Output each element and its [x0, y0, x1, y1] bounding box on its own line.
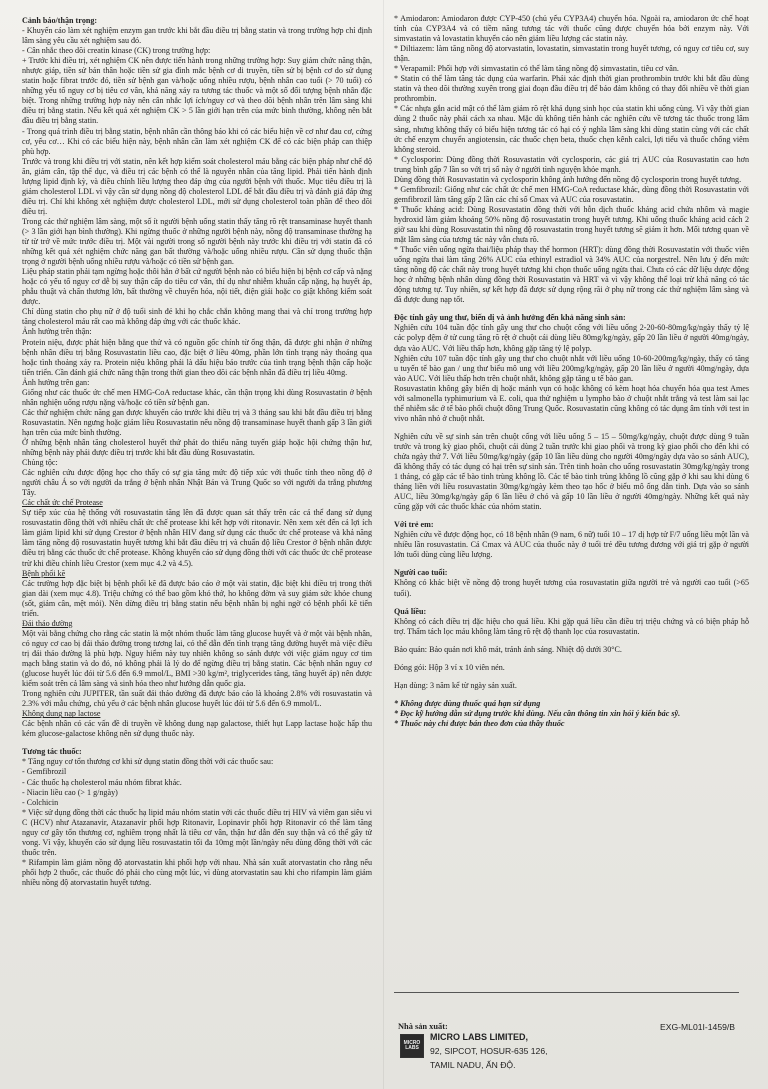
- paragraph: Một vài bằng chứng cho rằng các statin là một nhóm thuốc làm tăng glucose huyết và ở một vài bệnh nhân, có nguy cơ cao bị đái tháo đường trong tương lai, có thể dẫn đến tình trạng tăng đường huyết mà việc điều trị đái tháo đường là phù hợp. Nguy hiểm này tuy nhiên không so sánh được với việc giảm nguy cơ tim mạch bằng statin và do đó, nó không phải là lý do để ngừng điều trị bằng statin. Các bệnh nhân nguy cơ (glucose huyết lúc đói từ 5.6 đến 6.9 mmol/L, BMI >30 kg/m², triglycerides tăng, tăng huyết áp) nên được kiểm soát trên cả lâm sàng và sinh hóa theo như hướng dẫn quốc gia.: [22, 628, 372, 689]
- paragraph: Cảnh báo/thận trọng:: [22, 16, 98, 25]
- paragraph: * Thuốc viên uống ngừa thai/liệu pháp thay thế hormon (HRT): dùng đồng thời Rosuvastatin với thuốc viên uống ngừa thai làm tăng 26% AUC của ethinyl estradiol và 34% AUC của norgestrel. Nên lưu ý đến mức tăng nồng độ các chất này trong huyết tương khi chọn thuốc uống ngừa thai. Chưa có các dữ liệu dược động học ở những bệnh nhân dùng đồng thời Rosuvastatin và HRT và vì vậy không thể loại trừ khả năng có tác động tương tự. Tuy nhiên, sự kết hợp đã được sử dụng rộng rãi ở phụ nữ trong các thử nghiệm lâm sàng và đã được dung nạp tốt.: [394, 245, 749, 305]
- paragraph: Protein niệu, được phát hiện bằng que thử và có nguồn gốc chính từ ống thận, đã được ghi nhận ở những bệnh nhân điều trị bằng Rosuvastatin liều cao, đặc biệt ở liều 40mg, phần lớn tình trạng này thoáng qua hoặc tình thoảng xảy ra. Protein niệu không phải là dấu hiệu báo trước của tình trạng bệnh thận cấp hoặc tiến triển. Cần đánh giá chức năng thận trong thời gian theo dõi các bệnh nhân đã điều trị liều 40mg.: [22, 337, 372, 377]
- paragraph: Ảnh hưởng trên thận:: [22, 327, 92, 337]
- paragraph: Không có khác biệt về nồng độ trong huyết tương của rosuvastatin giữa người trẻ và người cao tuổi (>65 tuổi).: [394, 578, 749, 598]
- paragraph: Không có cách điều trị đặc hiệu cho quá liều. Khi gặp quá liều cần điều trị triệu chứng và có biện pháp hỗ trợ. Thẩm tách lọc máu không làm tăng rõ rệt độ thanh lọc của rosuvastatin.: [394, 616, 749, 636]
- paragraph: Người cao tuổi:: [394, 568, 448, 578]
- paragraph: * Gemfibrozil: Giống như các chất ức chế men HMG-CoA reductase khác, dùng đồng thời Rosuvastatin với gemfibrozil làm tăng gấp 2 lần các chỉ số Cmax và AUC của rosuvastatin.: [394, 184, 749, 204]
- right-column: [394, 14, 749, 1069]
- paragraph: * Amiodaron: Amiodaron được CYP-450 (chủ yếu CYP3A4) chuyển hóa. Ngoài ra, amiodaron ức chế hoạt tính của CYP3A4 và có tiềm năng tương tác với thuốc cũng được chuyển hóa bởi enzym này. Với simvastatin và lovastatin khuyến cáo nên giảm liều lượng các statin này.: [394, 14, 749, 44]
- paragraph: * Diltiazem: làm tăng nồng độ atorvastatin, lovastatin, simvastatin trong huyết tương, có nguy cơ tiêu cơ, suy thận.: [394, 44, 749, 64]
- paragraph: Giống như các thuốc ức chế men HMG-CoA reductase khác, cần thận trọng khi dùng Rosuvastatin ở bệnh nhân nghiện uống rượu nặng và/hoặc có tiền sử bệnh gan.: [22, 387, 372, 407]
- paragraph: - Niacin liều cao (> 1 g/ngày): [22, 787, 118, 797]
- paragraph: - Khuyến cáo làm xét nghiệm enzym gan trước khi bắt đầu điều trị bằng statin và trong trường hợp chỉ định lâm sàng yêu cầu xét nghiệm sau đó.: [22, 26, 372, 46]
- divider: [394, 992, 739, 993]
- paragraph: Không dung nạp lactose: [22, 709, 101, 719]
- paragraph: Các chất ức chế Protease: [22, 498, 103, 508]
- paragraph: * Không được dùng thuốc quá hạn sử dụng: [394, 698, 541, 708]
- paragraph: * Tăng nguy cơ tổn thương cơ khi sử dụng statin đồng thời với các thuốc sau:: [22, 757, 274, 767]
- paragraph: * Verapamil: Phối hợp với simvastatin có thể làm tăng nồng độ simvastatin, tiêu cơ vân.: [394, 64, 679, 74]
- manufacturer-address-line: TAMIL NADU, ẤN ĐỘ.: [430, 1060, 516, 1070]
- company-logo: MICRO LABS: [400, 1034, 424, 1058]
- paragraph: Các nghiên cứu được động học cho thấy có sự gia tăng mức độ tiếp xúc với thuốc tính theo nồng độ ở người châu Á so với người da trắng ở bệnh nhân Nhật Bản và Trung Quốc so với người da trắng phương Tây.: [22, 468, 372, 498]
- paragraph: + Trước khi điều trị, xét nghiệm CK nên được tiến hành trong những trường hợp: Suy giảm chức năng thận, nhược giáp, tiền sử bản thân hoặc tiền sử gia đình mắc bệnh cơ di truyền, tiền sử bị bệnh cơ do sử dụng statin hoặc fibrat trước đó, tiền sử bệnh gan và/hoặc uống nhiều rượu, bệnh nhân cao tuổi (> 70 tuổi) có những yếu tố nguy cơ bị tiêu cơ vân, khả năng xảy ra tương tác thuốc và một số đối tượng bệnh nhân đặc biệt. Trong những trường hợp này nên cân nhắc lợi ích/nguy cơ và theo dõi bệnh nhân trên lâm sàng khi điều trị bằng statin. Nếu kết quả xét nghiệm CK > 5 lần giới hạn trên của mức bình thường, không nên bắt đầu điều trị bằng statin.: [22, 56, 372, 126]
- manufacturer-address-line: 92, SIPCOT, HOSUR-635 126,: [430, 1046, 548, 1056]
- paragraph: - Colchicin: [22, 797, 59, 807]
- paragraph: Nghiên cứu về sự sinh sản trên chuột cống với liều uống 5 – 15 – 50mg/kg/ngày, chuột được dùng 9 tuần trước và trong kỳ giao phối, chuột cái dùng 2 tuần trước khi giao phối và trong kỳ giao phối cho đến khi có chửa ngày thứ 7. Với liều 50mg/kg/ngày (gấp 10 lần liều dùng cho người 40mg/ngày dựa vào so sánh AUC), đã không thấy có tác dụng có hại trên sự sinh sản. Trên tinh hoàn cho uống rosuvastatin 30mg/kg/ngày trong 1 tháng, có gặp các tế bào tinh trùng không lồ. Các tế bào tinh trùng không lồ cũng gặp ở khi sau khi dùng 6 tháng liền với liều rosuvastatin 30mg/kg/ngày kèm theo tạo hốc ở biểu mô ống dẫn tinh. Dựa vào so sánh AUC, liều 30mg/kg/ngày gấp 6 lần liều ở chó và gấp 10 lần liều ở người 40mg/ngày. Những kết quả này cũng gặp với các thuốc khác của nhóm statin.: [394, 431, 749, 512]
- paragraph: Sự tiếp xúc của hệ thống với rosuvastatin tăng lên đã được quan sát thấy trên các cá thể đang sử dụng rosuvastatin đồng thời với nhiều chất ức chế protease khi kết hợp với ritonavir. Nên xem xét đến cả lợi ích làm giảm lipid khi sử dụng Crestor ở bệnh nhân HIV đang sử dụng các thuốc ức chế protease và khả năng làm tăng nồng độ rosuvastatin huyết tương khi bắt đầu điều trị và chuẩn độ liều Crestor ở bệnh nhân được điều trị bằng các thuốc ức chế protease. Không khuyến cáo sử dụng đồng thời với các thuốc ức chế protease trừ khi điều chỉnh liều Crestor (xem mục 4.2 và 4.5).: [22, 508, 372, 568]
- paragraph: Trong các thử nghiệm lâm sàng, một số ít người bệnh uống statin thấy tăng rõ rệt transaminase huyết thanh (> 3 lần giới hạn bình thường). Khi ngừng thuốc ở những người bệnh này, nồng độ transaminase thường hạ từ từ trở về mức trước điều trị. Một vài người trong số người bệnh này trước khi điều trị với statin đã có những kết quả xét nghiệm chức năng gan bất thường và/hoặc uống nhiều rượu. Cần sử dụng thuốc thận trọng ở người bệnh uống nhiều rượu và/hoặc có tiền sử bệnh gan.: [22, 216, 372, 267]
- paragraph: Bảo quản: Bảo quản nơi khô mát, tránh ánh sáng. Nhiệt độ dưới 30°C.: [394, 644, 622, 654]
- paragraph: Nghiên cứu về được động học, có 18 bệnh nhân (9 nam, 6 nữ) tuổi 10 – 17 dị hợp tử F/7 uống liều một lần và nhiều lần rosuvastatin. Cả Cmax và AUC của thuốc này ở tuổi trẻ đều tương đương với giá trị gặp ở người lớn tuổi dùng cùng liều lượng.: [394, 530, 749, 560]
- paragraph: * Việc sử dụng đồng thời các thuốc hạ lipid máu nhóm statin với các thuốc điều trị HIV và viêm gan siêu vi C (HCV) như Atazanavir, Atazanavir phối hợp Ritonavir, Lopinavir phối hợp Ritonavir có thể làm tăng nguy cơ gây tổn thương cơ, nghiêm trọng nhất là tiêu cơ vân, thận hư dẫn đến suy thận và có thể gây tử vong. Vì vậy, khuyến cáo sử dụng liều rosuvastatin tối đa 10mg một lần/ngày nếu dùng đồng thời với các thuốc trên.: [22, 807, 372, 857]
- paragraph: Các thử nghiệm chức năng gan được khuyến cáo trước khi điều trị và 3 tháng sau khi bắt đầu điều trị bằng Rosuvastatin. Nên ngưng hoặc giảm liều Rosuvastatin nếu nồng độ transaminase huyết thanh gấp 3 lần giới hạn trên của mức bình thường.: [22, 407, 372, 437]
- paragraph: * Thuốc kháng acid: Dùng Rosuvastatin đồng thời với hỗn dịch thuốc kháng acid chứa nhôm và magie hydroxid làm giảm khoảng 50% nồng độ rosuvastatin trong huyết tương. Khi uống thuốc kháng acid cách 2 giờ sau khi dùng Rosuvastatin thì nồng độ rosuvastatin trong huyết tương sẽ giảm ít hơn. Mối tương quan về mặt lâm sàng của tương tác này vẫn chưa rõ.: [394, 204, 749, 245]
- manufacturer-label: Nhà sản xuất:: [398, 1022, 448, 1031]
- paragraph: Nghiên cứu 104 tuần độc tính gây ung thư cho chuột cống với liều uống 2-20-60-80mg/kg/ngày thấy tỷ lệ các polyp đệm ở tử cung tăng rõ rệt ở chuột cái dùng liều 80mg/kg/ngày, gấp 20 lần liều ở người 40mg/ngày, dựa vào AUC. Với liều thấp hơn, không gặp tăng tỷ lệ polyp.: [394, 323, 749, 353]
- paragraph: - Gemfibrozil: [22, 767, 67, 777]
- paragraph: Với trẻ em:: [394, 520, 434, 530]
- paragraph: Ảnh hưởng trên gan:: [22, 377, 90, 387]
- fold-line: [383, 0, 384, 1089]
- paragraph: Trước và trong khi điều trị với statin, nên kết hợp kiểm soát cholesterol máu bằng các biện pháp như chế độ ăn, giảm cân, tập thể dục, và điều trị các bệnh có thể là nguyên nhân của tăng lipid. Phải tiến hành định lượng lipid định kỳ, và điều chỉnh liều lượng theo đáp ứng của người bệnh với thuốc. Mục tiêu điều trị là giảm cholesterol LDL vì vậy cần sử dụng nồng độ cholesterol LDL để bắt đầu điều trị và đánh giá đáp ứng điều trị. Chỉ khi không xét nghiệm được cholesterol LDL, mới sử dụng cholesterol toàn phần để theo dõi điều trị.: [22, 156, 372, 216]
- paragraph: * Cyclosporin: Dùng đồng thời Rosuvastatin với cyclosporin, các giá trị AUC của Rosuvastatin cao hơn trung bình gấp 7 lần so với trị số này ở người tình nguyện khỏe mạnh.: [394, 154, 749, 174]
- paragraph: Chủng tộc:: [22, 458, 58, 468]
- paragraph: Quá liều:: [394, 606, 427, 616]
- paragraph: - Trong quá trình điều trị bằng statin, bệnh nhân cần thông báo khi có các biểu hiện về cơ như đau cơ, cứng cơ, yếu cơ… Khi có các biểu hiện này, bệnh nhân cần làm xét nghiệm CK để có các biện pháp can thiệp phù hợp.: [22, 126, 372, 156]
- paragraph: - Cân nhắc theo dõi creatin kinase (CK) trong trường hợp:: [22, 46, 211, 56]
- paragraph: Đóng gói: Hộp 3 vỉ x 10 viên nén.: [394, 662, 505, 672]
- paragraph: Trong nghiên cứu JUPITER, tần suất đái tháo đường đã được báo cáo là khoảng 2.8% với rosuvastatin và 2.3% với mẫu chứng, chủ yếu ở các bệnh nhân glucose huyết lúc đói từ 5.6 đến 6.9 mmol/L.: [22, 689, 372, 709]
- paragraph: * Rifampin làm giảm nồng độ atorvastatin khi phối hợp với nhau. Nhà sản xuất atorvastatin cho rằng nếu phối hợp 2 thuốc, các thuốc đó phải cho cùng một lúc, vì dùng atorvastatin sau khi cho rifampin làm giảm nhiều nồng độ atorvastatin huyết tương.: [22, 857, 372, 887]
- paragraph: Liệu pháp statin phải tạm ngừng hoặc thôi hẳn ở bất cứ người bệnh nào có biểu hiện bị bệnh cơ cấp và nặng hoặc có yếu tố nguy cơ dễ bị suy thận cấp do tiêu cơ vân, thí dụ như nhiễm khuẩn cấp nặng, hạ huyết áp, phẫu thuật và chấn thương lớn, bất thường về chuyển hóa, nội tiết, điện giải hoặc co giật không kiểm soát được.: [22, 267, 372, 307]
- paragraph: Chỉ dùng statin cho phụ nữ ở độ tuổi sinh đẻ khi họ chắc chắn không mang thai và chỉ trong trường hợp tăng cholesterol máu rất cao mà không đáp ứng với các thuốc khác.: [22, 307, 372, 327]
- paragraph: Ở những bệnh nhân tăng cholesterol huyết thứ phát do thiểu năng tuyến giáp hoặc hội chứng thận hư, những bệnh này phải được điều trị trước khi bắt đầu dùng Rosuvastatin.: [22, 437, 372, 458]
- paragraph: Đái tháo đường: [22, 618, 73, 628]
- document-code: EXG-ML01I-1459/B: [660, 1022, 735, 1032]
- paragraph: Rosuvastatin không gây biến dị hoặc mảnh vụn có hoặc không có kèm hoạt hóa chuyển hóa qua test Ames với salmonella typhimurium và E. coli, qua thử nghiệm u lympho bào ở chuột nhắt trắng và test làm sai lạc thể nhiễm sắc ở tế bào phổi chuột đồng Trung Quốc. Rosuvastatin cũng không có tác dụng âm tính với test in vivo nhân nhỏ ở chuột nhắt.: [394, 383, 749, 423]
- paragraph: Nghiên cứu 107 tuần độc tính gây ung thư cho chuột nhắt với liều uống 10-60-200mg/kg/ngày, thấy có tăng u tuyến tế bào gan / ung thư biểu mô ung với liều 200mg/kg/ngày, gấp 20 lần liều ở người 40mg/ngày, dựa vào AUC. Với liều thấp hơn trên chuột nhắt, không gặp tăng u tế bào gan.: [394, 353, 749, 383]
- paragraph: * Các nhựa gắn acid mật có thể làm giảm rõ rệt khả dụng sinh học của statin khi uống cùng. Vì vậy thời gian dùng 2 thuốc này phải cách xa nhau. Mặc dù không tiến hành các nghiên cứu về tương tác thuốc trong lâm sàng, nhưng không thấy có biểu hiện tương tác có hại có ý nghĩa lâm sàng khi dùng statin cùng với các chất ức chế enzym chuyển angiotensin, các thuốc chẹn beta, thuốc chẹn kênh calci, lợi tiểu và thuốc chống viêm không steroid.: [394, 104, 749, 154]
- paragraph: Các bệnh nhân có các vấn đề di truyền về không dung nạp galactose, thiết hụt Lapp lactase hoặc hấp thu kém glucose-galactose không nên sử dụng thuốc này.: [22, 719, 372, 739]
- paragraph: Tương tác thuốc:: [22, 747, 82, 757]
- paragraph: - Các thuốc hạ cholesterol máu nhóm fibrat khác.: [22, 777, 182, 787]
- paragraph: * Đọc kỹ hướng dẫn sử dụng trước khi dùng. Nếu cần thông tin xin hỏi ý kiến bác sỹ.: [394, 708, 681, 718]
- paragraph: Độc tính gây ung thư, biến dị và ảnh hưởng đến khả năng sinh sản:: [394, 313, 626, 323]
- paragraph: * Statin có thể làm tăng tác dụng của warfarin. Phải xác định thời gian prothrombin trước khi bắt đầu dùng statin và theo dõi thường xuyên trong giai đoạn đầu điều trị để bảo đảm không có thay đổi nhiều về thời gian prothrombin.: [394, 74, 749, 104]
- manufacturer-name: MICRO LABS LIMITED,: [430, 1032, 528, 1042]
- left-column: [22, 14, 372, 1069]
- paragraph: * Thuốc này chỉ được bán theo đơn của thầy thuốc: [394, 718, 565, 728]
- paragraph: Dùng đồng thời Rosuvastatin và cyclosporin không ảnh hưởng đến nồng độ cyclosporin trong huyết tương.: [394, 174, 742, 184]
- paragraph: Các trường hợp đặc biệt bị bệnh phổi kẽ đã được báo cáo ở một vài statin, đặc biệt khi điều trị trong thời gian dài (xem mục 4.8). Triệu chứng có thể bao gồm khó thở, ho không đờm và suy giảm sức khỏe chung (sốt, giảm cân, mệt mỏi). Nên dừng điều trị bằng statin nếu bệnh nhân bị nghi ngờ có bệnh phổi kẽ tiến triển.: [22, 578, 372, 618]
- paragraph: Bệnh phổi kẽ: [22, 568, 66, 578]
- paragraph: Hạn dùng: 3 năm kể từ ngày sản xuất.: [394, 680, 517, 690]
